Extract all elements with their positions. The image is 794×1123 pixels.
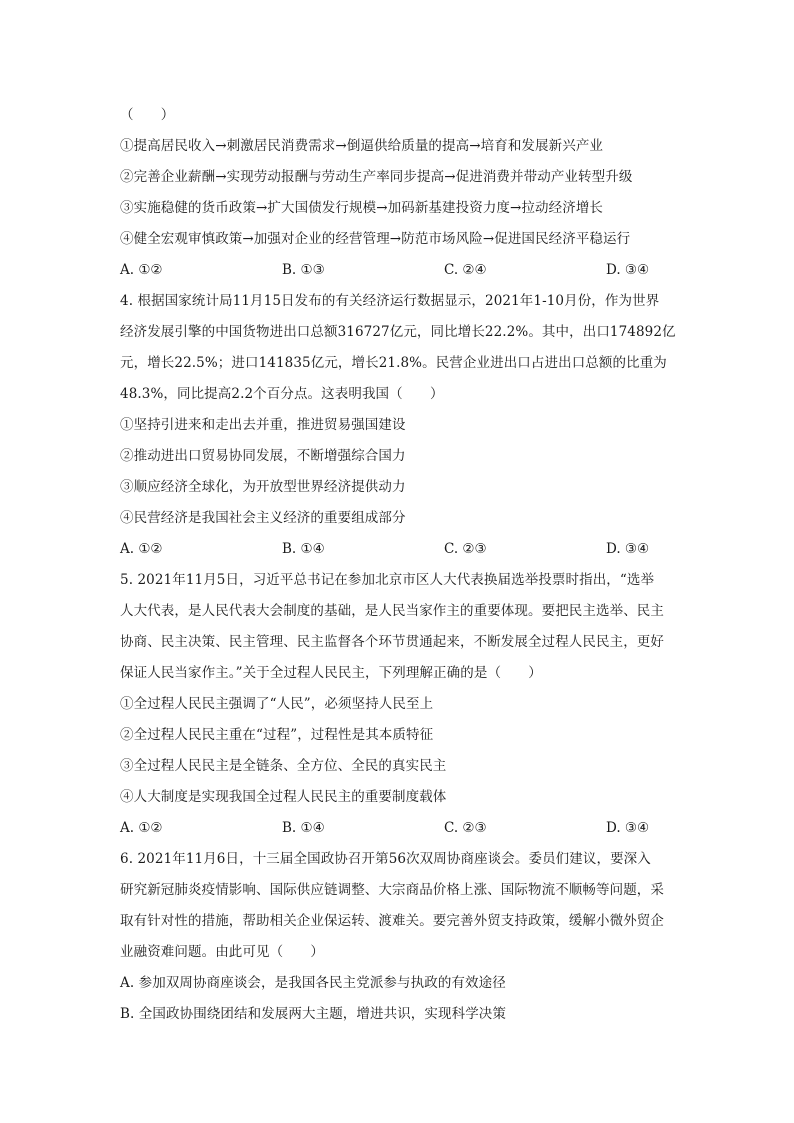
q6-option-b: B. 全国政协围绕团结和发展两大主题，增进共识，实现科学决策 [120,1006,507,1022]
q4-item-4: ④民营经济是我国社会主义经济的重要组成部分 [120,510,406,526]
q3-item-2: ②完善企业薪酬→实现劳动报酬与劳动生产率同步提高→促进消费并带动产业转型升级 [120,169,633,185]
q4-item-3: ③顺应经济全球化，为开放型世界经济提供动力 [120,479,406,495]
q3-item-4: ④健全宏观审慎政策→加强对企业的经营管理→防范市场风险→促进国民经济平稳运行 [120,231,631,247]
q5-option-b: B. ①④ [282,820,325,836]
q3-option-c: C. ②④ [444,262,487,278]
q5-option-c: C. ②③ [444,820,487,836]
q5-stem-line-4: 保证人民当家作主。”关于全过程人民民主，下列理解正确的是（ ） [120,665,542,681]
q4-options [120,534,680,565]
q5-option-a: A. ①② [120,820,163,836]
q4-option-d: D. ③④ [606,541,650,557]
q4-stem-line-3: 元，增长22.5%；进口141835亿元，增长21.8%。民营企业进出口占进出口总额的比重为 [120,355,667,371]
q6-stem-line-1: 6. 2021年11月6日，十三届全国政协召开第56次双周协商座谈会。委员们建议，要深入 [120,851,651,867]
q3-stem-tail: （ ） [120,107,175,123]
q6-stem-line-3: 取有针对性的措施，帮助相关企业保运转、渡难关。要完善外贸支持政策，缓解小微外贸企 [120,913,664,929]
q4-item-1: ①坚持引进来和走出去并重，推进贸易强国建设 [120,417,406,433]
q6-stem-line-4: 业融资难问题。由此可见（ ） [120,944,324,960]
exam-page [120,100,680,1030]
q5-option-d: D. ③④ [606,820,650,836]
q3-options [120,255,680,286]
q5-stem-line-3: 协商、民主决策、民主管理、民主监督各个环节贯通起来，不断发展全过程人民民主，更好 [120,634,664,650]
q4-stem-line-1: 4. 根据国家统计局11月15日发布的有关经济运行数据显示，2021年1-10月份，作为世界 [120,293,660,309]
q5-stem-line-1: 5. 2021年11月5日，习近平总书记在参加北京市区人大代表换届选举投票时指出，“选举 [120,572,655,588]
q6-option-a: A. 参加双周协商座谈会，是我国各民主党派参与执政的有效途径 [120,975,506,991]
q4-stem-line-4: 48.3%，同比提高2.2个百分点。这表明我国（ ） [120,386,444,402]
q3-item-1: ①提高居民收入→刺激居民消费需求→倒逼供给质量的提高→培育和发展新兴产业 [120,138,604,154]
q3-item-3: ③实施稳健的货币政策→扩大国债发行规模→加码新基建投资力度→拉动经济增长 [120,200,604,216]
q4-option-b: B. ①④ [282,541,325,557]
q5-item-3: ③全过程人民民主是全链条、全方位、全民的真实民主 [120,758,447,774]
q4-item-2: ②推动进出口贸易协同发展，不断增强综合国力 [120,448,406,464]
q5-item-4: ④人大制度是实现我国全过程人民民主的重要制度载体 [120,789,447,805]
q3-option-a: A. ①② [120,262,163,278]
q5-options [120,813,680,844]
q5-item-1: ①全过程人民民主强调了“人民”，必须坚持人民至上 [120,696,434,712]
q3-option-d: D. ③④ [606,262,650,278]
q4-stem-line-2: 经济发展引擎的中国货物进出口总额316727亿元，同比增长22.2%。其中，出口174892亿 [120,324,676,340]
q4-option-a: A. ①② [120,541,163,557]
q3-option-b: B. ①③ [282,262,325,278]
q5-stem-line-2: 人大代表，是人民代表大会制度的基础，是人民当家作主的重要体现。要把民主选举、民主 [120,603,664,619]
q6-stem-line-2: 研究新冠肺炎疫情影响、国际供应链调整、大宗商品价格上涨、国际物流不顺畅等问题，采 [120,882,664,898]
q5-item-2: ②全过程人民民主重在“过程”，过程性是其本质特征 [120,727,434,743]
q4-option-c: C. ②③ [444,541,487,557]
